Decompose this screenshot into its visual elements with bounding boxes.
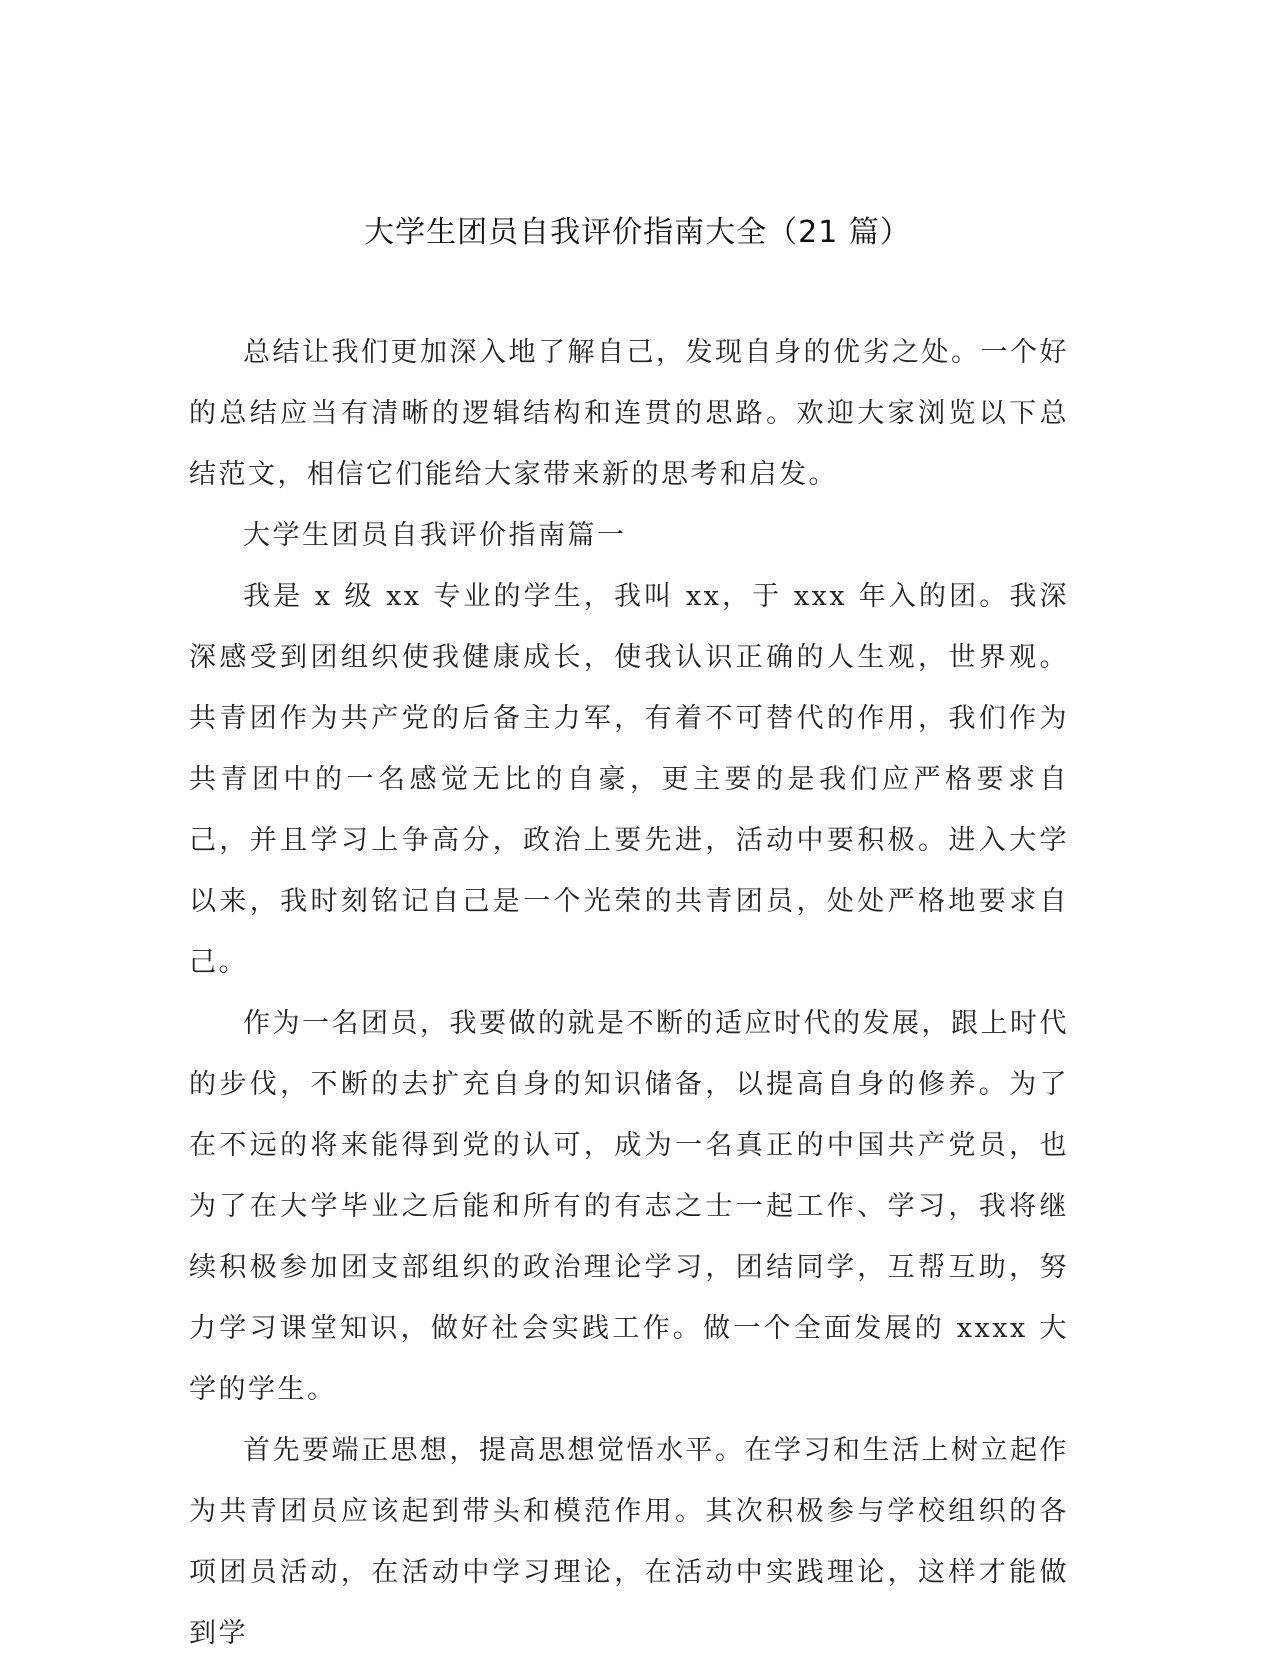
body-paragraph-2: 作为一名团员，我要做的就是不断的适应时代的发展，跟上时代的步伐，不断的去扩充自身的知识储备，以提高自身的修养。为了在不远的将来能得到党的认可，成为一名真正的中国共产党员，也为了在大学毕业之后能和所有的有志之士一起工作、学习，我将继续积极参加团支部组织的政治理论学习，团结同学，互帮互助，努力学习课堂知识，做好社会实践工作。做一个全面发展的 xxxx 大学的学生。 <box>189 1008 1069 1405</box>
body-paragraph-1: 我是 x 级 xx 专业的学生，我叫 xx，于 xxx 年入的团。我深深感受到团组织使我健康成长，使我认识正确的人生观，世界观。共青团作为共产党的后备主力军，有着不可替代的作用，我们作为共青团中的一名感觉无比的自豪，更主要的是我们应严格要求自己，并且学习上争高分，政治上要先进，活动中要积极。进入大学以来，我时刻铭记自己是一个光荣的共青团员，处处严格地要求自己。 <box>189 581 1069 978</box>
body-paragraph-3: 首先要端正思想，提高思想觉悟水平。在学习和生活上树立起作为共青团员应该起到带头和模范作用。其次积极参与学校组织的各项团员活动，在活动中学习理论，在活动中实践理论，这样才能做到学 <box>189 1435 1069 1649</box>
document-body <box>189 322 1069 1664</box>
document-title: 大学生团员自我评价指南大全（21 篇） <box>364 215 911 250</box>
intro-paragraph: 总结让我们更加深入地了解自己，发现自身的优劣之处。一个好的总结应当有清晰的逻辑结构和连贯的思路。欢迎大家浏览以下总结范文，相信它们能给大家带来新的思考和启发。 <box>189 337 1069 490</box>
section-heading: 大学生团员自我评价指南篇一 <box>243 520 627 551</box>
